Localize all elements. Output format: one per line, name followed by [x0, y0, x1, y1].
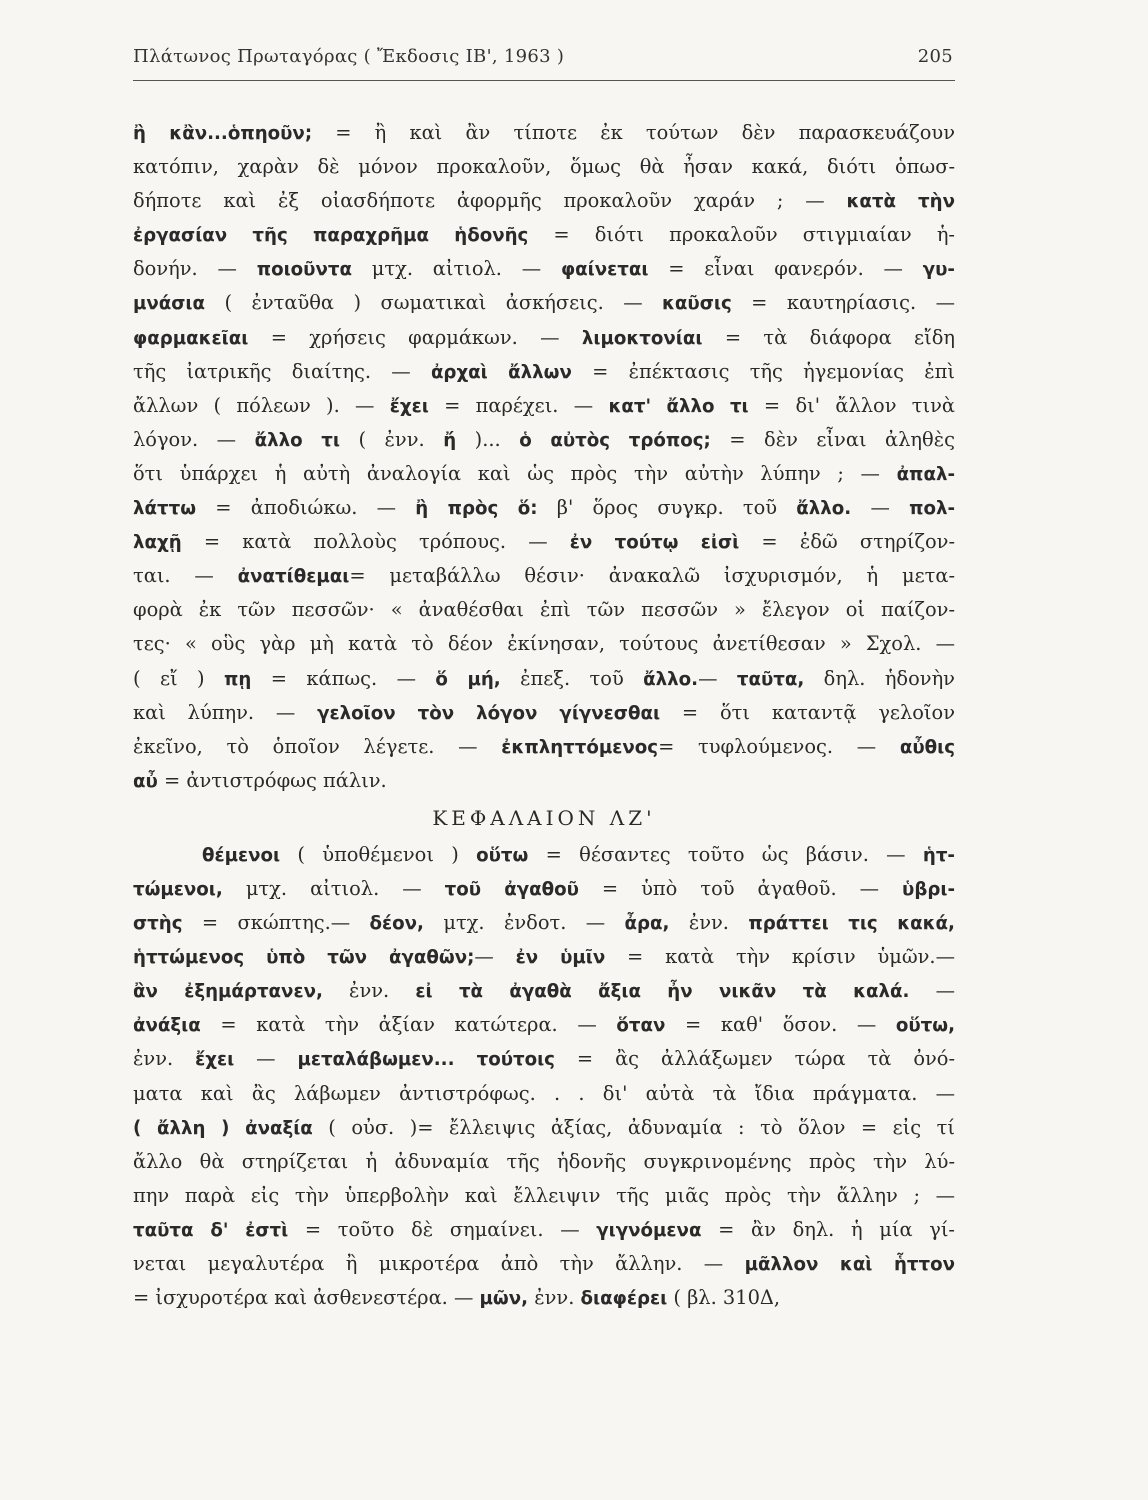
gloss-text: = παρέχει. — — [428, 393, 609, 417]
gloss-text: = δὲν εἶναι ἀληθὲς — [710, 427, 955, 451]
lemma-term: λάττω — [133, 498, 197, 520]
gloss-text: ἐνν. — [322, 979, 416, 1003]
lemma-term: φαίνεται — [560, 259, 649, 281]
commentary-part-2 — [133, 838, 955, 1315]
lemma-term: ἀνατίθεμαι — [237, 566, 350, 588]
gloss-text: = ὑπὸ τοῦ ἀγαθοῦ. — — [578, 876, 903, 900]
lemma-term: ταῦτα, — [736, 668, 805, 690]
lemma-term: ἐν ὑμῖν — [515, 947, 606, 969]
lemma-term: ἄλλο. — [796, 498, 852, 520]
lemma-term: μεταλάβωμεν... τούτοις — [297, 1049, 555, 1071]
text-line — [133, 974, 955, 1008]
gloss-text: )... — [456, 427, 520, 451]
lemma-term: ἔχει — [389, 395, 429, 417]
gloss-text: = ἂς ἀλλάξωμεν τώρα τὰ ὀνό- — [554, 1047, 955, 1071]
text-line — [133, 940, 955, 974]
text-line — [133, 1111, 955, 1145]
page-number: 205 — [917, 46, 953, 67]
gloss-text: = εἶναι φανερόν. — — [648, 257, 923, 281]
gloss-text: ἐπεξ. τοῦ — [500, 666, 644, 690]
gloss-text: δηλ. ἡδονὴν — [804, 666, 955, 690]
text-line — [133, 525, 955, 559]
lemma-term: κατὰ τὴν — [846, 191, 955, 213]
gloss-text: δήποτε καὶ ἐξ οἰασδήποτε ἀφορμῆς προκαλοῦν χαράν ; — — [133, 189, 847, 213]
gloss-text: ματα καὶ ἂς λάβωμεν ἀντιστρόφως. . . δι' αὐτὰ τὰ ἴδια πράγματα. — — [133, 1081, 955, 1105]
lemma-term: γιγνόμενα — [596, 1219, 702, 1241]
text-line — [133, 627, 955, 661]
text-line — [133, 218, 955, 252]
gloss-text: = διότι προκαλοῦν στιγμιαίαν ἡ- — [528, 223, 955, 247]
lemma-term: μῶν, — [479, 1288, 529, 1310]
gloss-text: μτχ. ἐνδοτ. — — [423, 911, 625, 935]
gloss-text: ἐνν. — [133, 1047, 196, 1071]
gloss-text: μτχ. αἰτιολ. — — [222, 876, 445, 900]
text-line — [133, 457, 955, 491]
text-line — [133, 116, 955, 150]
text-line — [133, 1213, 955, 1247]
gloss-text: = καυτηρίασις. — — [731, 291, 955, 315]
text-line — [133, 321, 955, 355]
gloss-text: ( εἴ ) — [133, 666, 224, 690]
text-line — [133, 1042, 955, 1076]
text-line — [133, 355, 955, 389]
lemma-term: πολ- — [909, 498, 955, 520]
gloss-text: ὅτι ὑπάρχει ἡ αὐτὴ ἀναλογία καὶ ὡς πρὸς τὴν αὐτὴν λύπην ; — — [133, 461, 897, 485]
gloss-text: καὶ λύπην. — — [133, 700, 318, 724]
gloss-text: ( ἐνταῦθα ) σωματικαὶ ἀσκήσεις. — — [205, 291, 663, 315]
gloss-text: ( ὑποθέμενοι ) — [280, 842, 477, 866]
lemma-term: ἐν τούτῳ εἰσὶ — [569, 532, 740, 554]
lemma-term: ἢ κἂν...ὁπηοῦν; — [133, 123, 313, 144]
text-line — [133, 872, 955, 906]
gloss-text: = ἂν δηλ. ἡ μία γί- — [701, 1217, 955, 1241]
gloss-text: = θέσαντες τοῦτο ὡς βάσιν. — — [528, 842, 923, 866]
gloss-text: — — [234, 1047, 298, 1071]
lemma-term: ὅταν — [616, 1015, 666, 1037]
lemma-term: ἤ — [443, 429, 457, 451]
gloss-text: = τυφλούμενος. — — [658, 734, 900, 758]
commentary-part-1 — [133, 116, 955, 798]
text-line — [133, 252, 955, 286]
lemma-term: λαχῇ — [133, 532, 182, 554]
lemma-term: ἀνάξια — [133, 1015, 201, 1037]
text-line — [133, 423, 955, 457]
lemma-term: μνάσια — [133, 293, 206, 315]
lemma-term: ἀρχαὶ ἄλλων — [430, 361, 572, 383]
gloss-text: = τοῦτο δὲ σημαίνει. — — [288, 1217, 597, 1241]
gloss-text: — — [851, 496, 910, 520]
text-line — [133, 730, 955, 764]
text-line — [133, 662, 955, 696]
lemma-term: ( ἄλλη ) ἀναξία — [133, 1117, 313, 1139]
gloss-text: κατόπιν, χαρὰν δὲ μόνον προκαλοῦν, ὅμως θὰ ἦσαν κακά, διότι ὁπωσ- — [133, 155, 955, 179]
lemma-term: ὑβρι- — [902, 878, 955, 900]
gloss-text: = σκώπτης.— — [182, 911, 370, 935]
lemma-term: οὕτω, — [895, 1015, 955, 1037]
lemma-term: στὴς — [133, 913, 183, 935]
gloss-text: = ἀντιστρόφως πάλιν. — [157, 768, 387, 792]
gloss-text: = κατὰ τὴν κρίσιν ὑμῶν.— — [605, 945, 955, 969]
text-line — [133, 1179, 955, 1213]
gloss-text: ἐνν. — [528, 1286, 581, 1310]
text-line — [133, 1077, 955, 1111]
gloss-text: = χρήσεις φαρμάκων. — — [248, 325, 582, 349]
text-line — [133, 389, 955, 423]
lemma-term: ἔχει — [195, 1049, 235, 1071]
gloss-text: = δι' ἄλλον τινὰ — [748, 393, 955, 417]
lemma-term: ἆρα, — [624, 913, 670, 935]
lemma-term: κατ' ἄλλο τι — [608, 395, 749, 417]
lemma-term: ταῦτα δ' ἐστὶ — [133, 1219, 289, 1241]
lemma-term: ἂν ἐξημάρτανεν, — [133, 981, 323, 1003]
gloss-text: = τὰ διάφορα εἴδη — [702, 325, 955, 349]
gloss-text: = κατὰ πολλοὺς τρόπους. — — [181, 530, 570, 554]
lemma-term: εἰ τὰ ἀγαθὰ ἄξια ἦν νικᾶν τὰ καλά. — [415, 981, 910, 1003]
gloss-text: ( οὐσ. )= ἔλλειψις ἀξίας, ἀδυναμία : τὸ ὅλον = εἰς τί — [312, 1115, 955, 1139]
lemma-term: πράττει τις κακά, — [748, 913, 955, 935]
gloss-text: τῆς ἰατρικῆς διαίτης. — — [133, 359, 431, 383]
gloss-text: ( ἐνν. — [339, 427, 444, 451]
gloss-text: — — [698, 666, 737, 690]
gloss-text: τες· « οὓς γὰρ μὴ κατὰ τὸ δέον ἐκίνησαν, τούτους ἀνετίθεσαν » Σχολ. — — [133, 632, 955, 656]
chapter-heading: ΚΕΦΑΛΑΙΟΝ ΛΖ' — [432, 805, 656, 830]
text-line — [133, 150, 955, 184]
lemma-term: θέμενοι — [202, 844, 281, 866]
lemma-term: καῦσις — [662, 293, 732, 315]
gloss-text: = ἀποδιώκω. — — [196, 496, 416, 520]
gloss-text: ἄλλο θὰ στηρίζεται ἡ ἀδυναμία τῆς ἡδονῆς συγκρινομένης πρὸς τὴν λύ- — [133, 1149, 955, 1173]
gloss-text: ἐκεῖνο, τὸ ὁποῖον λέγετε. — — [133, 734, 502, 758]
gloss-text: φορὰ ἐκ τῶν πεσσῶν· « ἀναθέσθαι ἐπὶ τῶν πεσσῶν » ἔλεγον οἱ παίζον- — [133, 598, 955, 622]
text-line — [133, 1247, 955, 1281]
gloss-text: — — [474, 945, 516, 969]
gloss-text: μτχ. αἰτιολ. — — [351, 257, 561, 281]
lemma-term: ἀπαλ- — [896, 463, 955, 485]
running-header — [133, 46, 953, 67]
lemma-term: τοῦ ἀγαθοῦ — [444, 878, 579, 900]
text-line — [133, 286, 955, 320]
gloss-text: = κατὰ τὴν ἀξίαν κατώτερα. — — [200, 1013, 617, 1037]
gloss-text: = καθ' ὅσον. — — [665, 1013, 896, 1037]
text-line — [133, 184, 955, 218]
lemma-term: ποιοῦντα — [256, 259, 352, 281]
gloss-text: λόγον. — — [133, 427, 255, 451]
lemma-term: ὅ μή, — [435, 668, 501, 690]
gloss-text: = ἢ καὶ ἂν τίποτε ἐκ τούτων δὲν παρασκευάζουν — [312, 121, 955, 144]
text-line — [133, 906, 955, 940]
gloss-text: πην παρὰ εἰς τὴν ὑπερβολὴν καὶ ἔλλειψιν τῆς μιᾶς πρὸς τὴν ἄλλην ; — — [133, 1183, 955, 1207]
lemma-term: λιμοκτονίαι — [581, 327, 703, 349]
text-line — [133, 764, 955, 798]
text-line — [133, 1008, 955, 1042]
lemma-term: ἢ πρὸς ὅ: — [415, 498, 538, 520]
gloss-text: = ἰσχυροτέρα καὶ ἀσθενεστέρα. — — [133, 1286, 480, 1310]
gloss-text: ( βλ. 310Δ, — [667, 1286, 781, 1310]
lemma-term: φαρμακεῖαι — [133, 327, 249, 349]
gloss-text: = ἐπέκτασις τῆς ἡγεμονίας ἐπὶ — [571, 359, 955, 383]
lemma-term: γυ- — [922, 259, 955, 281]
text-line — [133, 491, 955, 525]
text-line — [133, 838, 955, 872]
lemma-term: αὖ — [133, 770, 158, 792]
text-line — [133, 559, 955, 593]
text-line — [133, 696, 955, 730]
lemma-term: τώμενοι, — [133, 878, 223, 900]
gloss-text: ἄλλων ( πόλεων ). — — [133, 393, 390, 417]
text-line — [133, 1281, 955, 1315]
gloss-text: = ἐδῶ στηρίζον- — [739, 530, 955, 554]
gloss-text: = μεταβάλλω θέσιν· ἀνακαλῶ ἰσχυρισμόν, ἡ μετα- — [349, 564, 955, 588]
lemma-term: δέον, — [369, 913, 424, 935]
lemma-term: αὖθις — [899, 736, 955, 758]
gloss-text: δονήν. — — [133, 257, 257, 281]
lemma-term: πῃ — [224, 668, 252, 690]
lemma-term: ὁ αὐτὸς τρόπος; — [519, 429, 711, 451]
gloss-text: = κάπως. — — [251, 666, 436, 690]
gloss-text: — — [909, 979, 955, 1003]
commentary-body — [133, 116, 955, 1315]
lemma-term: ἄλλο τι — [254, 429, 340, 451]
lemma-term: οὕτω — [476, 844, 529, 866]
gloss-text: = ὅτι καταντᾷ γελοῖον — [660, 700, 955, 724]
gloss-text: ται. — — [133, 564, 238, 588]
lemma-term: ἡττώμενος ὑπὸ τῶν ἀγαθῶν; — [133, 947, 475, 969]
lemma-term: μᾶλλον καὶ ἧττον — [744, 1254, 955, 1275]
running-title: Πλάτωνος Πρωταγόρας ( Ἔκδοσις ΙΒ', 1963 ) — [133, 46, 565, 67]
lemma-term: ἐργασίαν τῆς παραχρῆμα ἡδονῆς — [133, 225, 529, 247]
gloss-text: β' ὅρος συγκρ. τοῦ — [537, 496, 797, 520]
gloss-text: ἐνν. — [669, 911, 749, 935]
lemma-term: γελοῖον τὸν λόγον γίγνεσθαι — [317, 702, 661, 724]
header-rule — [133, 80, 955, 81]
lemma-term: διαφέρει — [580, 1288, 668, 1310]
gloss-text: νεται μεγαλυτέρα ἢ μικροτέρα ἀπὸ τὴν ἄλλην. — — [133, 1252, 745, 1275]
lemma-term: ἐκπληττόμενος — [501, 736, 659, 758]
text-line — [133, 1145, 955, 1179]
lemma-term: ἄλλο. — [643, 668, 699, 690]
lemma-term: ἡτ- — [922, 844, 955, 866]
text-line — [133, 593, 955, 627]
